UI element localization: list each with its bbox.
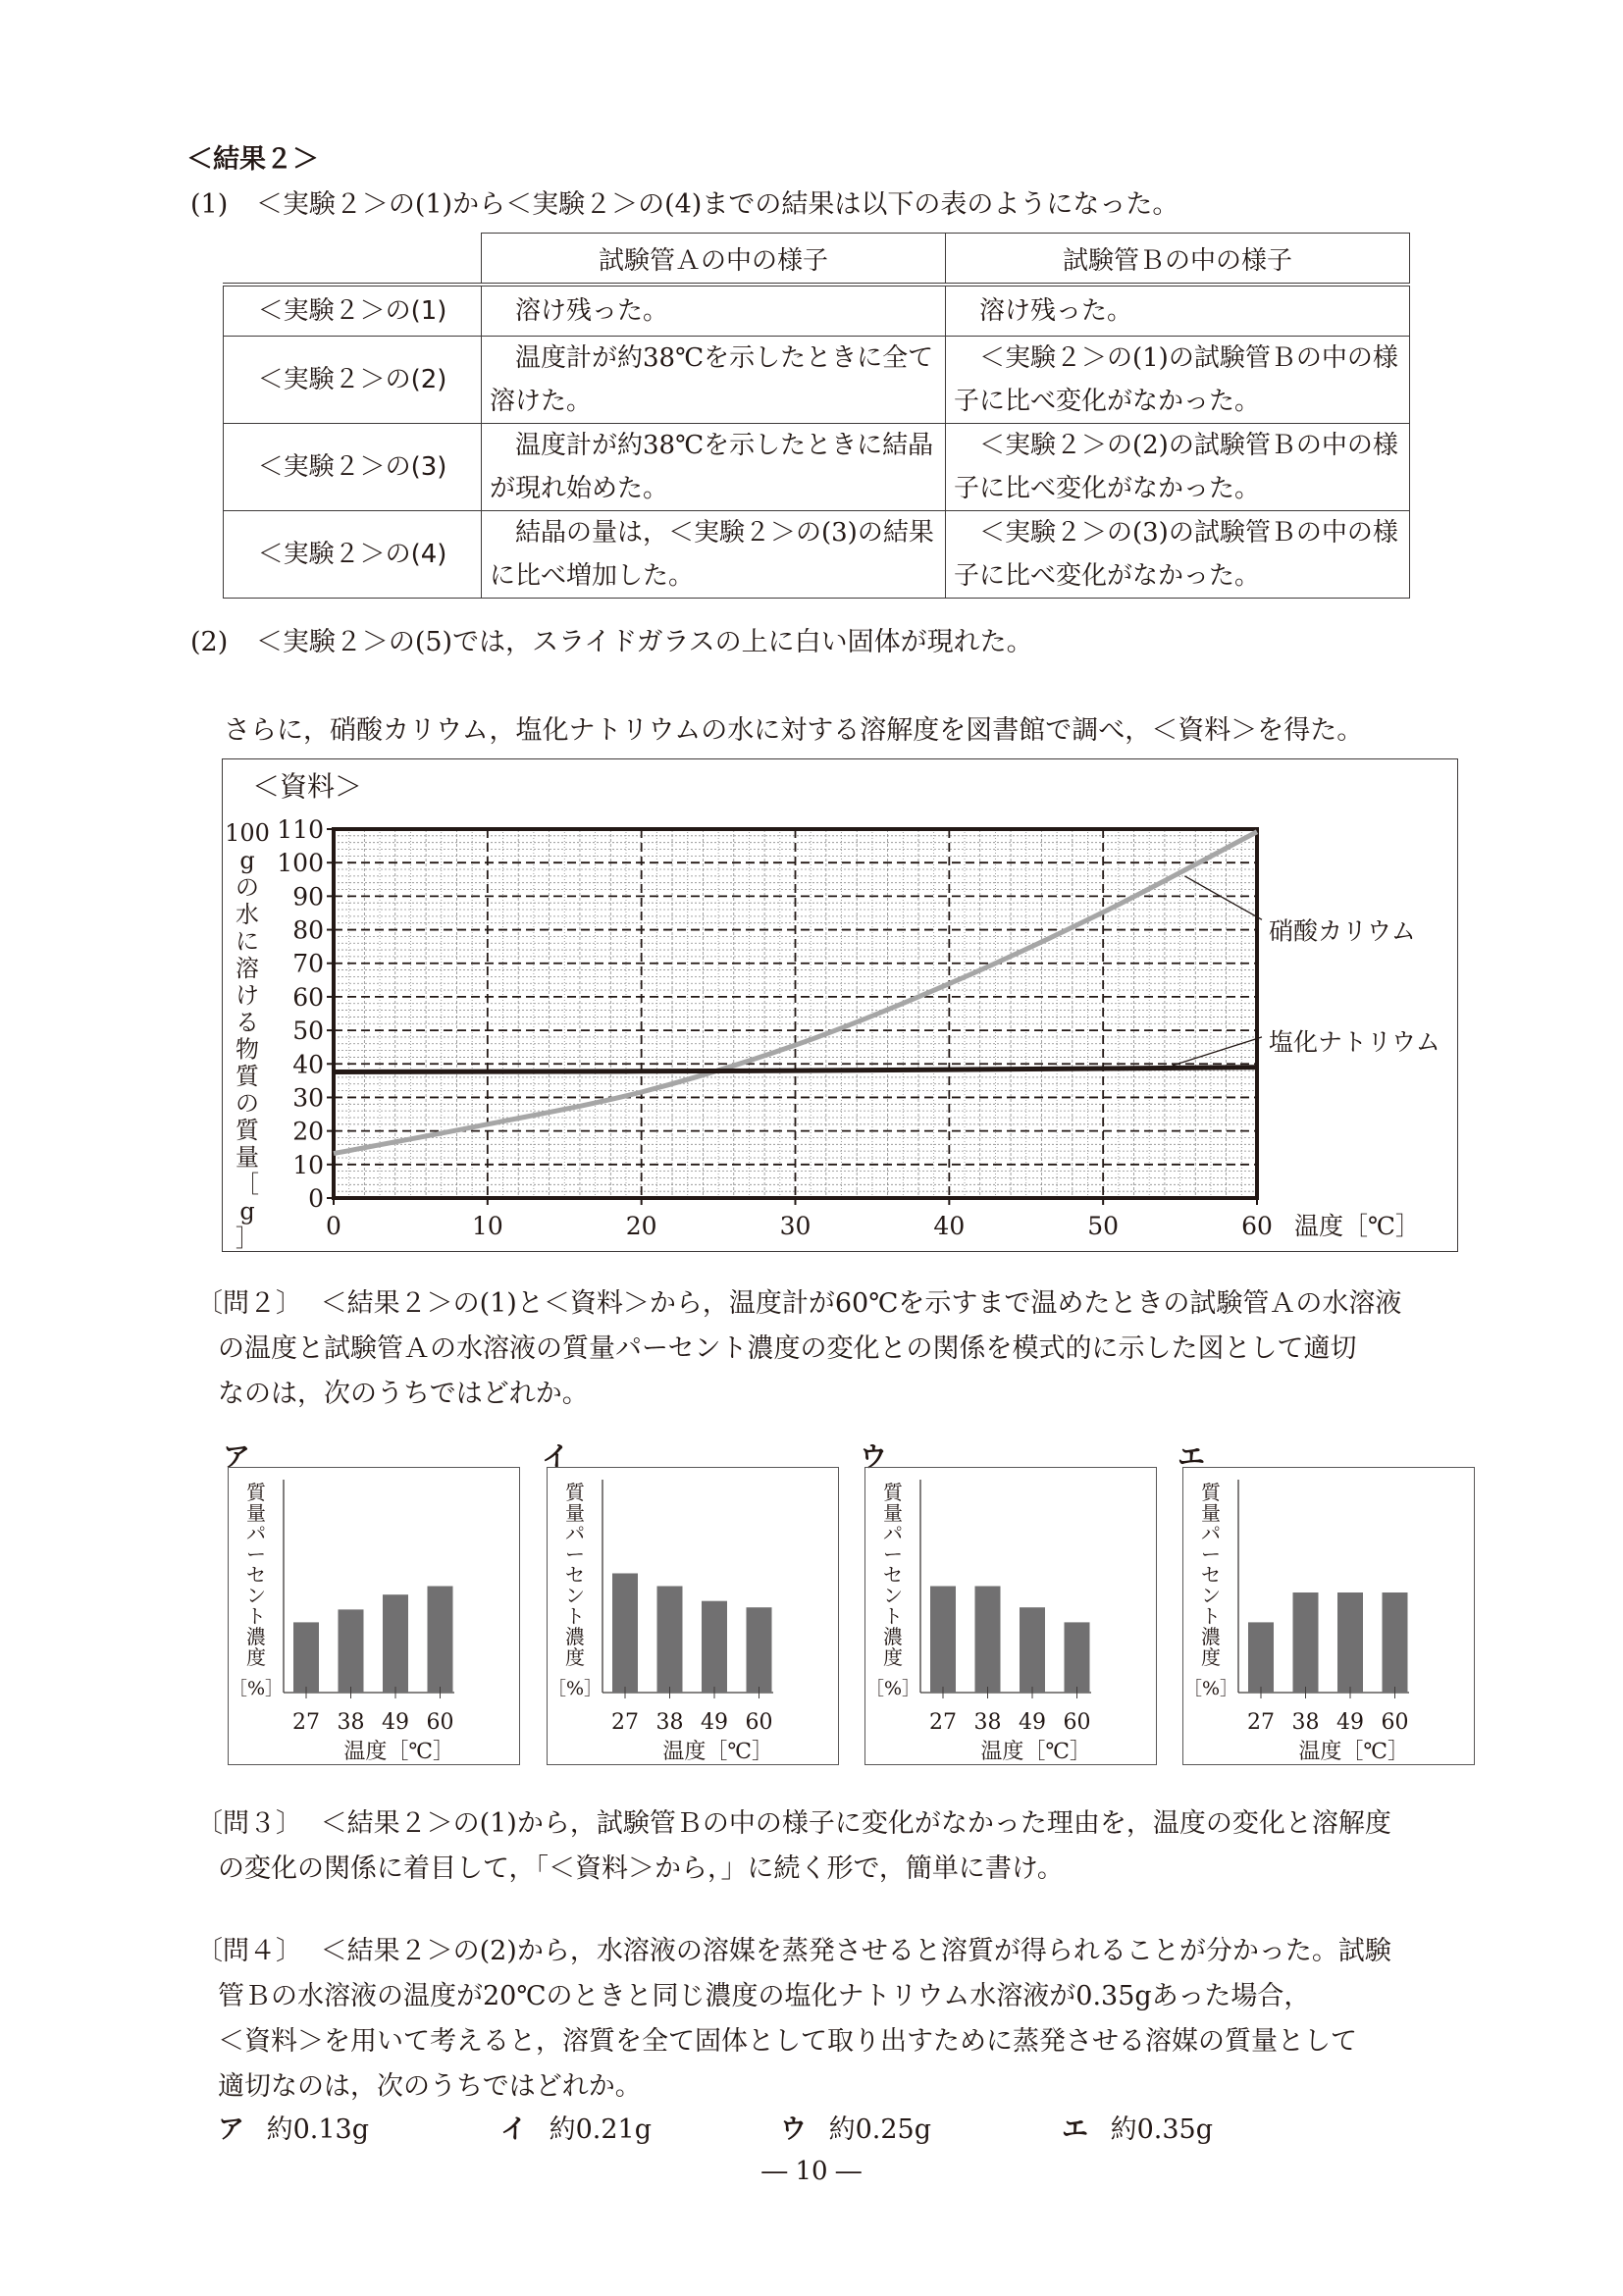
y-tick-label: 50 — [292, 1017, 324, 1046]
y-axis-label-char: ン — [883, 1584, 903, 1607]
y-axis-label-char: 度 — [883, 1645, 903, 1669]
x-tick-label: 38 — [1291, 1710, 1320, 1735]
q4-choice-e[interactable] — [1062, 2108, 1213, 2153]
y-axis-label-char: ト — [883, 1604, 903, 1628]
x-tick-label: 38 — [655, 1710, 684, 1735]
q4-text-2: 管Ｂの水溶液の温度が20℃のときと同じ濃度の塩化ナトリウム水溶液が0.35gあった場合， — [218, 1981, 1311, 2011]
choice-letter: イ — [500, 2114, 527, 2145]
x-tick-label: 38 — [337, 1710, 365, 1735]
cell-a: 温度計が約38℃を示したときに結晶が現れ始めた。 — [482, 424, 946, 511]
y-axis-unit: ［%］ — [548, 1678, 603, 1699]
y-axis-label-char: 量 — [246, 1501, 266, 1525]
item1-label: (1) — [190, 189, 229, 220]
legend-kno3: 硝酸カリウム — [1269, 916, 1416, 946]
table-header-a: 試験管Ａの中の様子 — [482, 234, 946, 286]
bar — [1065, 1622, 1090, 1693]
y-tick-label: 60 — [292, 982, 324, 1012]
y-axis-label-char: 質 — [1201, 1481, 1221, 1504]
y-axis-label-char: ］ — [236, 1225, 259, 1252]
y-axis-label-char: 濃 — [246, 1625, 266, 1648]
choice-letter: ウ — [780, 2114, 807, 2145]
cell-a: 溶け残った。 — [482, 285, 946, 337]
y-tick-label: 40 — [292, 1050, 324, 1079]
option-letter: イ — [542, 1440, 570, 1473]
x-tick-label: 60 — [1241, 1212, 1273, 1240]
y-axis-label-char: 濃 — [1201, 1625, 1221, 1648]
bar — [657, 1587, 683, 1694]
y-tick-label: 70 — [292, 949, 324, 978]
y-tick-label: 20 — [292, 1117, 324, 1146]
item1 — [190, 183, 1178, 228]
bar — [1020, 1607, 1045, 1693]
y-axis-label-char: ン — [1201, 1584, 1221, 1607]
table-header-b: 試験管Ｂの中の様子 — [946, 234, 1410, 286]
bar — [930, 1587, 956, 1694]
row-label: ＜実験２＞の(3) — [224, 424, 482, 511]
option-letter: ウ — [860, 1440, 888, 1473]
x-tick-label: 60 — [1381, 1710, 1409, 1735]
q4-text-1: ＜結果２＞の(2)から，水溶液の溶媒を蒸発させると溶質が得られることが分かった。試験 — [320, 1936, 1391, 1966]
y-axis-label-char: ー — [883, 1542, 903, 1566]
y-tick-label: 30 — [292, 1083, 324, 1113]
x-tick-label: 0 — [326, 1212, 341, 1240]
y-axis-label-char: 量 — [565, 1501, 585, 1525]
q4-label: 〔問４〕 — [196, 1936, 302, 1966]
table-row — [224, 337, 1410, 424]
bar — [612, 1573, 638, 1693]
option-letter: エ — [1178, 1440, 1206, 1473]
q2-line-1 — [196, 1281, 1401, 1327]
q3-line-1 — [196, 1801, 1391, 1847]
item1-text: ＜実験２＞の(1)から＜実験２＞の(4)までの結果は以下の表のようになった。 — [255, 189, 1179, 220]
leader-line-kno3 — [1184, 876, 1262, 919]
y-axis-label-char: 質 — [883, 1481, 903, 1504]
x-tick-label: 10 — [471, 1212, 503, 1240]
y-axis-label-char: 量 — [883, 1501, 903, 1525]
row-label: ＜実験２＞の(1) — [224, 285, 482, 337]
y-axis-label-char: け — [236, 981, 259, 1010]
y-axis-unit: ［%］ — [865, 1678, 921, 1699]
q4-text-4: 適切なのは，次のうちではどれか。 — [218, 2071, 642, 2102]
x-tick-label: 27 — [611, 1710, 639, 1735]
y-tick-label: 90 — [292, 882, 324, 912]
option-bar-chart — [865, 1468, 1158, 1766]
y-axis-label-char: の — [236, 873, 259, 902]
x-tick-label: 60 — [426, 1710, 454, 1735]
y-tick-label: 110 — [277, 815, 324, 844]
cell-b: ＜実験２＞の(2)の試験管Ｂの中の様子に比べ変化がなかった。 — [946, 424, 1410, 511]
row-label: ＜実験２＞の(4) — [224, 511, 482, 599]
table-corner — [224, 234, 482, 286]
y-axis-label-char: 質 — [236, 1063, 259, 1090]
choice-text: 約0.13g — [266, 2114, 369, 2145]
y-axis-label-char: 質 — [236, 1117, 259, 1144]
y-axis-label-char: 濃 — [565, 1625, 585, 1648]
x-axis-label: 温度［℃］ — [1298, 1740, 1409, 1764]
y-axis-label-char: 度 — [1201, 1645, 1221, 1669]
x-tick-label: 38 — [973, 1710, 1002, 1735]
q3-text-1: ＜結果２＞の(1)から，試験管Ｂの中の様子に変化がなかった理由を，温度の変化と溶解度 — [320, 1808, 1391, 1839]
y-axis-label-char: 物 — [236, 1035, 259, 1064]
y-axis-label-char: ［ — [236, 1171, 259, 1198]
choice-text: 約0.21g — [549, 2114, 652, 2145]
cell-a: 温度計が約38℃を示したときに全て溶けた。 — [482, 337, 946, 424]
y-axis-label-char: パ — [565, 1522, 585, 1545]
y-axis-label-char: パ — [883, 1522, 903, 1545]
bar — [702, 1601, 727, 1693]
y-axis-label-char: 水 — [236, 901, 259, 928]
x-axis-label: 温度［℃］ — [1294, 1212, 1420, 1240]
y-axis-label-char: 量 — [1201, 1501, 1221, 1525]
choice-letter: エ — [1062, 2114, 1088, 2145]
option-chart-4[interactable] — [1182, 1467, 1475, 1765]
y-axis-label-char: 溶 — [236, 955, 259, 982]
x-axis-label: 温度［℃］ — [662, 1740, 773, 1764]
table-row — [224, 285, 1410, 337]
y-axis-unit: ［%］ — [1183, 1678, 1239, 1699]
y-axis-label-char: ト — [246, 1604, 266, 1628]
result-heading: ＜結果２＞ — [186, 144, 319, 175]
y-axis-label-char: 度 — [565, 1645, 585, 1669]
y-axis-label-char: ト — [565, 1604, 585, 1628]
option-bar-chart — [1183, 1468, 1476, 1766]
y-axis-label-char: ー — [246, 1542, 266, 1566]
y-axis-label-char: g — [239, 1197, 255, 1226]
x-tick-label: 27 — [929, 1710, 957, 1735]
row-label: ＜実験２＞の(2) — [224, 337, 482, 424]
y-axis-label-char: パ — [246, 1522, 266, 1545]
bar — [339, 1609, 364, 1693]
bar — [1383, 1592, 1408, 1693]
option-chart-2[interactable] — [547, 1467, 839, 1765]
y-axis-label-char: に — [236, 927, 259, 956]
x-tick-label: 49 — [382, 1710, 409, 1735]
x-axis-label: 温度［℃］ — [343, 1740, 454, 1764]
intro-text: さらに，硝酸カリウム，塩化ナトリウムの水に対する溶解度を図書館で調べ，＜資料＞を得た。 — [224, 715, 1364, 746]
x-tick-label: 49 — [701, 1710, 728, 1735]
legend-nacl: 塩化ナトリウム — [1269, 1027, 1440, 1057]
y-axis-label-char: g — [239, 847, 255, 874]
y-axis-label: 100 — [225, 819, 270, 847]
q3-label: 〔問３〕 — [196, 1808, 302, 1839]
x-tick-label: 60 — [1063, 1710, 1091, 1735]
x-tick-label: 60 — [745, 1710, 773, 1735]
resource-title: ＜資料＞ — [252, 770, 363, 803]
y-axis-label-char: 量 — [236, 1143, 259, 1172]
bar — [428, 1587, 453, 1694]
bar — [1293, 1592, 1319, 1693]
bar — [293, 1622, 319, 1693]
x-axis-label: 温度［℃］ — [980, 1740, 1091, 1764]
y-axis-label-char: セ — [565, 1563, 585, 1587]
y-tick-label: 100 — [277, 849, 324, 878]
bar — [747, 1607, 772, 1693]
leader-line-nacl — [1173, 1037, 1262, 1066]
table-row — [224, 424, 1410, 511]
q4-choice-u[interactable] — [780, 2108, 931, 2153]
x-tick-label: 50 — [1087, 1212, 1120, 1240]
option-bar-chart — [229, 1468, 521, 1766]
bar — [1337, 1592, 1363, 1693]
q4-line-1 — [196, 1929, 1391, 1974]
q2-text-1: ＜結果２＞の(1)と＜資料＞から，温度計が60℃を示すまで温めたときの試験管Ａの水溶液 — [320, 1288, 1402, 1319]
choice-text: 約0.35g — [1110, 2114, 1213, 2145]
y-axis-unit: ［%］ — [229, 1678, 285, 1699]
option-letter: ア — [223, 1440, 251, 1473]
cell-b: 溶け残った。 — [946, 285, 1410, 337]
y-axis-label-char: 濃 — [883, 1625, 903, 1648]
solubility-chart — [222, 758, 1458, 1252]
bar — [1248, 1622, 1274, 1693]
q4-choice-i[interactable] — [500, 2108, 652, 2153]
q2-text-3: なのは，次のうちではどれか。 — [218, 1379, 589, 1409]
y-axis-label-char: パ — [1201, 1522, 1221, 1545]
item2-label: (2) — [190, 627, 229, 657]
item2-text: ＜実験２＞の(5)では，スライドガラスの上に白い固体が現れた。 — [255, 627, 1033, 657]
page-number: ― 10 ― — [761, 2157, 862, 2186]
y-axis-label-char: 質 — [246, 1481, 266, 1504]
table-row — [224, 511, 1410, 599]
q2-label: 〔問２〕 — [196, 1288, 302, 1319]
y-axis-label-char: る — [236, 1009, 259, 1036]
cell-b: ＜実験２＞の(3)の試験管Ｂの中の様子に比べ変化がなかった。 — [946, 511, 1410, 599]
q2-text-2: の温度と試験管Ａの水溶液の質量パーセント濃度の変化との関係を模式的に示した図として適切 — [218, 1333, 1357, 1364]
option-chart-3[interactable] — [864, 1467, 1157, 1765]
cell-b: ＜実験２＞の(1)の試験管Ｂの中の様子に比べ変化がなかった。 — [946, 337, 1410, 424]
y-axis-label-char: ー — [565, 1542, 585, 1566]
y-axis-label-char: の — [236, 1089, 259, 1118]
x-tick-label: 27 — [1247, 1710, 1275, 1735]
results-table — [223, 233, 1410, 599]
table-header-row — [224, 234, 1410, 286]
y-axis-label-char: 質 — [565, 1481, 585, 1504]
y-axis-label-char: ン — [565, 1584, 585, 1607]
x-tick-label: 20 — [625, 1212, 657, 1240]
y-axis-label-char: 度 — [246, 1645, 266, 1669]
y-axis-label-char: セ — [883, 1563, 903, 1587]
x-tick-label: 40 — [933, 1212, 966, 1240]
q3-text-2: の変化の関係に着目して，「＜資料＞から，」に続く形で，簡単に書け。 — [218, 1853, 1064, 1884]
item2 — [190, 620, 1033, 665]
bar — [383, 1594, 408, 1693]
x-tick-label: 49 — [1019, 1710, 1046, 1735]
y-tick-label: 10 — [292, 1150, 324, 1179]
bar — [975, 1587, 1001, 1694]
y-tick-label: 80 — [292, 915, 324, 945]
q4-text-3: ＜資料＞を用いて考えると，溶質を全て固体として取り出すために蒸発させる溶媒の質量として — [218, 2026, 1357, 2057]
x-tick-label: 30 — [779, 1212, 812, 1240]
q4-choice-a[interactable] — [218, 2108, 369, 2153]
x-tick-label: 27 — [292, 1710, 320, 1735]
y-axis-label-char: ト — [1201, 1604, 1221, 1628]
choice-text: 約0.25g — [828, 2114, 931, 2145]
y-tick-label: 0 — [308, 1184, 324, 1213]
y-axis-label-char: ー — [1201, 1542, 1221, 1566]
y-axis-label-char: ン — [246, 1584, 266, 1607]
y-axis-label-char: セ — [246, 1563, 266, 1587]
option-bar-chart — [548, 1468, 840, 1766]
option-chart-1[interactable] — [228, 1467, 520, 1765]
x-tick-label: 49 — [1336, 1710, 1364, 1735]
choice-letter: ア — [218, 2114, 244, 2145]
cell-a: 結晶の量は，＜実験２＞の(3)の結果に比べ増加した。 — [482, 511, 946, 599]
y-axis-label-char: セ — [1201, 1563, 1221, 1587]
